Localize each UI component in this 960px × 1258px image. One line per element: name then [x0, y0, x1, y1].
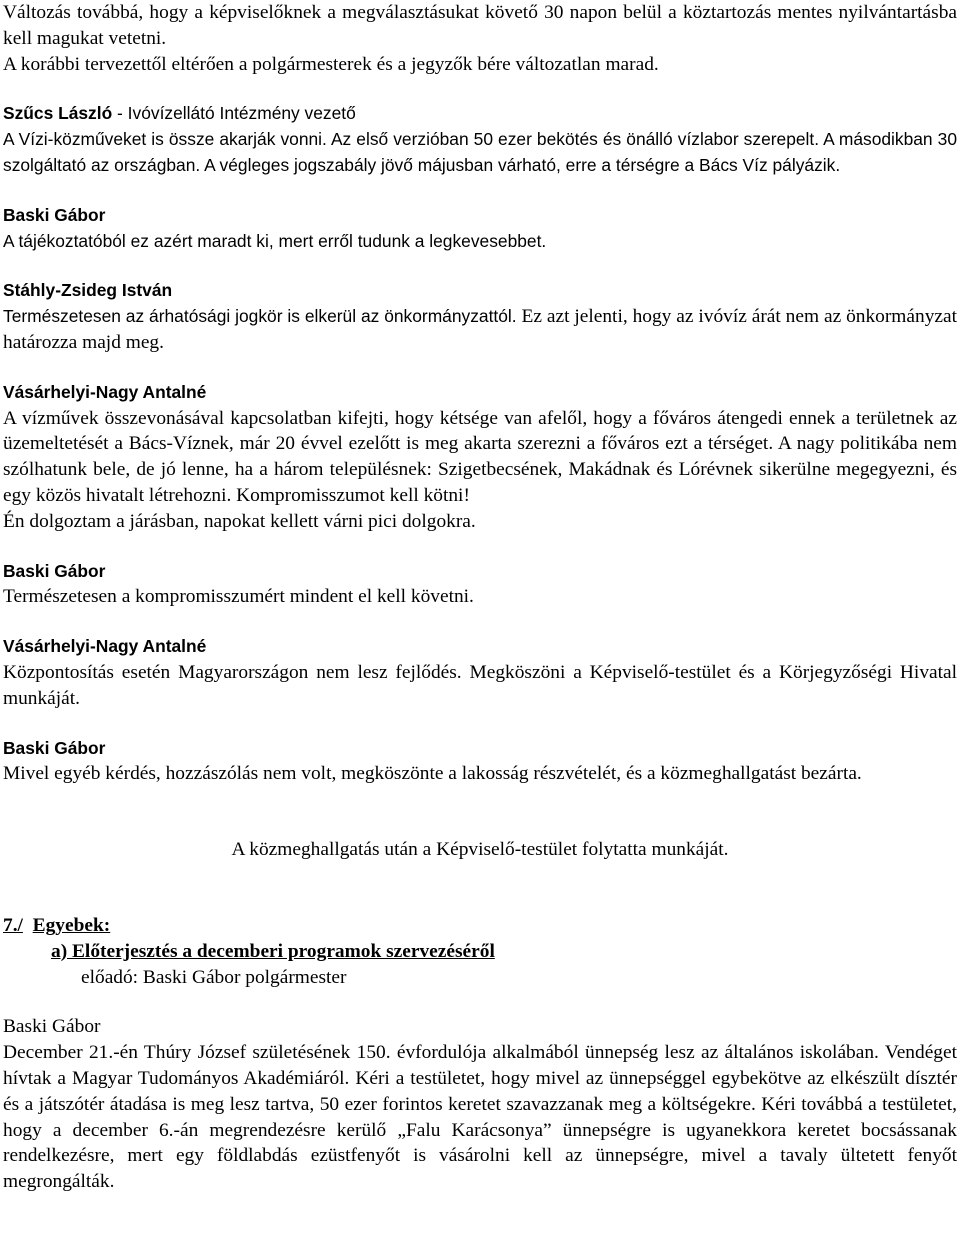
stahly-sentence-2: Ez azt jelenti, hogy az ivóvíz árát nem az önkormányzat határozza majd meg.: [3, 306, 957, 353]
szucs-heading: [3, 101, 957, 127]
section-title: Egyebek:: [32, 914, 111, 936]
baski-statement-1: A tájékoztatóból ez azért maradt ki, mert erről tudunk a legkevesebbet.: [3, 230, 547, 251]
speaker-vasarhelyi-1: Vásárhelyi-Nagy Antalné: [3, 381, 207, 402]
paragraph-kozartozas: Változás továbbá, hogy a képviselőknek a megválasztásukat követő 30 napon belül a köztartozás mentes nyilvántartásba kell magukat vetetni.: [3, 2, 957, 49]
item-a-presenter: előadó: Baski Gábor polgármester: [81, 966, 347, 988]
vasarhelyi-statement-1: A vízművek összevonásával kapcsolatban kifejti, hogy kétsége van afelől, hogy a főváros átengedi ennek a területnek az üzemeltetését a Bács-Víznek, már 20 évvel ezelőtt is meg akarta szerezni a főváros ezt a térséget. A nagy politikába nem szólhatunk bele, de jó lenne, ha a három településnek: Szigetbecsének, Makádnak és Lórévnek sikerülne megegyezni, és egy közös hivatalt létrehozni. Kompromisszumot kell kötni!: [3, 407, 957, 506]
baski-statement-4: December 21.-én Thúry József születésének 150. évfordulója alkalmából ünnepség lesz az általános iskolában. Vendéget hívtak a Magyar Tudományos Akadémiáról. Kéri a testületet, hogy mivel az ünnepséggel egybekötve az elkészült dísztér és a játszótér átadása is meg lesz tartva, 50 ezer forintos keretet szavazzanak meg a költségekre. Kéri továbbá a testületet, hogy a december 6.-án megrendezésre kerülő „Falu Karácsonya” ünnepségre is ugyanekkora keretet bocsássanak rendelkezésre, mert egy földlabdás ezüstfenyőt is vásárolni kell az ünnepségre, mivel a tavaly ültetett fenyőt megrongálták.: [3, 1042, 957, 1193]
stahly-statement: [3, 304, 957, 356]
baski-statement-2: Természetesen a kompromisszumért mindent el kell követni.: [3, 586, 474, 608]
szucs-sentence-1: A Vízi-közműveket is össze akarják vonni.: [3, 129, 327, 150]
szucs-sentence-2: Az első verzióban 50 ezer bekötés és önálló vízlabor szerepelt.: [326, 129, 820, 150]
section-heading: [3, 913, 957, 939]
speaker-szucs-role: - Ivóvízellátó Intézmény vezető: [112, 103, 356, 124]
speaker-baski-2: Baski Gábor: [3, 560, 106, 581]
speaker-baski-4: Baski Gábor: [3, 1016, 101, 1038]
speaker-vasarhelyi-2: Vásárhelyi-Nagy Antalné: [3, 636, 207, 657]
baski-statement-3: Mivel egyéb kérdés, hozzászólás nem volt, megköszönte a lakosság részvételét, és a közmeghallgatást bezárta.: [3, 763, 862, 785]
szucs-statement: [3, 127, 957, 179]
stahly-sentence-1: Természetesen az árhatósági jogkör is elkerül az önkormányzattól.: [3, 306, 517, 327]
speaker-baski-1: Baski Gábor: [3, 204, 106, 225]
vasarhelyi-statement-3: Központosítás esetén Magyarországon nem lesz fejlődés. Megköszöni a Képviselő-testület és a Körjegyzőségi Hivatal munkáját.: [3, 661, 957, 709]
section-number: 7./: [3, 914, 23, 936]
paragraph-ber: A korábbi tervezettől eltérően a polgármesterek és a jegyzők bére változatlan marad.: [3, 53, 659, 75]
document-page: [3, 0, 957, 1195]
szucs-sentence-3: A másodikban 30 szolgáltató az országban.: [3, 129, 957, 175]
vasarhelyi-statement-2: Én dolgoztam a járásban, napokat kellett várni pici dolgokra.: [3, 510, 476, 532]
item-a-title: [3, 939, 957, 965]
closing-line: A közmeghallgatás után a Képviselő-testület folytatta munkáját.: [231, 839, 729, 861]
speaker-szucs: Szűcs László: [3, 103, 113, 124]
szucs-sentence-4: A végleges jogszabály jövő májusban várható, erre a térségre a Bács Víz pályázik.: [200, 154, 841, 175]
speaker-stahly: Stáhly-Zsideg István: [3, 280, 173, 301]
speaker-baski-3: Baski Gábor: [3, 737, 106, 758]
item-a-title-text: a) Előterjesztés a decemberi programok szervezéséről: [51, 940, 495, 962]
